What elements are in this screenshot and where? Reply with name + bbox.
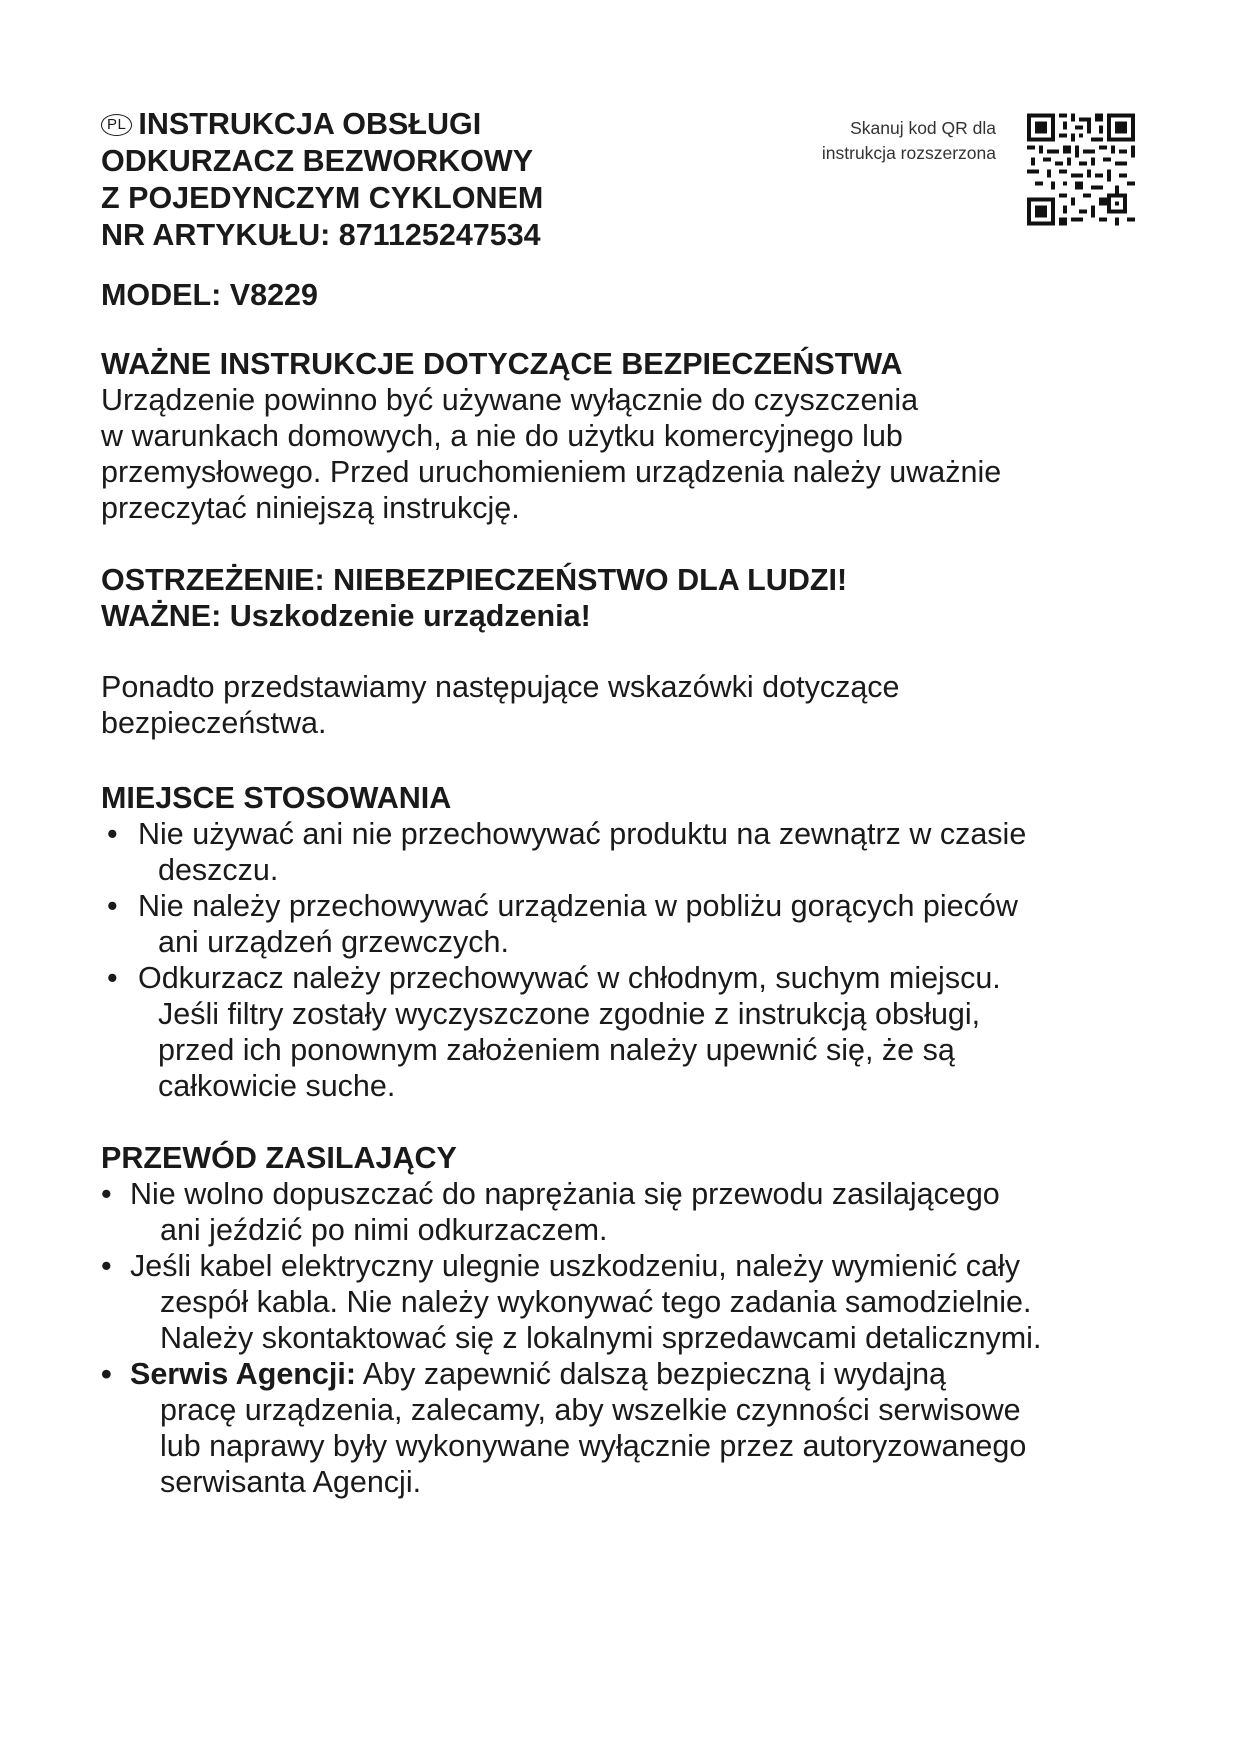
bullet-icon: • — [107, 817, 118, 851]
power-cord-section — [101, 1140, 1161, 1500]
bullet-icon: • — [101, 1177, 112, 1211]
language-badge: PL — [101, 114, 132, 136]
intro-section — [101, 669, 1161, 741]
bullet-icon: • — [101, 1249, 112, 1283]
warning-damage: WAŻNE: Uszkodzenie urządzenia! — [101, 599, 591, 633]
article-number: NR ARTYKUŁU: 871125247534 — [101, 218, 541, 252]
paragraph-line: bezpieczeństwa. — [101, 706, 327, 740]
paragraph-line: Urządzenie powinno być używane wyłącznie do czyszczenia — [101, 383, 919, 417]
list-item-service: • Serwis Agencji: Aby zapewnić dalszą bezpieczną i wydajną pracę urządzenia, zalecamy, aby wszelkie czynności serwisowe lub naprawy były wykonywane wyłącznie przez autoryzowanego serwisanta Agencji. — [101, 1357, 1027, 1499]
manual-title — [101, 106, 821, 254]
list-item: • Jeśli kabel elektryczny ulegnie uszkodzeniu, należy wymienić cały zespół kabla. Nie należy wykonywać tego zadania samodzielnie. Należy skontaktować się z lokalnymi sprzedawcami detalicznymi. — [101, 1249, 1042, 1355]
paragraph-line: przemysłowego. Przed uruchomieniem urządzenia należy uważnie — [101, 455, 1002, 489]
warning-danger: OSTRZEŻENIE: NIEBEZPIECZEŃSTWO DLA LUDZI! — [101, 563, 848, 597]
title-line: PL INSTRUKCJA OBSŁUGI — [101, 106, 821, 143]
list-item: • Nie należy przechowywać urządzenia w pobliżu gorących pieców ani urządzeń grzewczych. — [107, 889, 1018, 959]
bullet-icon: • — [107, 961, 118, 995]
bullet-icon: • — [107, 889, 118, 923]
model-number: MODEL: V8229 — [101, 278, 318, 312]
title-line: ODKURZACZ BEZWORKOWY — [101, 144, 534, 178]
service-label: Serwis Agencji: — [130, 1357, 356, 1391]
paragraph-line: w warunkach domowych, a nie do użytku komercyjnego lub — [101, 419, 903, 453]
usage-list — [101, 816, 1161, 1104]
list-item: • Odkurzacz należy przechowywać w chłodnym, suchym miejscu. Jeśli filtry zostały wyczyszczone zgodnie z instrukcją obsługi, przed ich ponownym założeniem należy upewnić się, że są całkowicie suche. — [107, 961, 1001, 1103]
safety-heading: WAŻNE INSTRUKCJE DOTYCZĄCE BEZPIECZEŃSTWA — [101, 347, 903, 381]
paragraph-line: przeczytać niniejszą instrukcję. — [101, 491, 520, 525]
qr-code-icon[interactable] — [1027, 113, 1135, 226]
usage-heading: MIEJSCE STOSOWANIA — [101, 781, 452, 815]
safety-section — [101, 346, 1161, 526]
paragraph-line: Ponadto przedstawiamy następujące wskazówki dotyczące — [101, 670, 900, 704]
warnings-section — [101, 562, 1161, 634]
title-line: Z POJEDYNCZYM CYKLONEM — [101, 181, 544, 215]
usage-section — [101, 780, 1161, 1104]
bullet-icon: • — [101, 1357, 112, 1391]
power-cord-list — [101, 1176, 1161, 1500]
list-item: • Nie wolno dopuszczać do naprężania się przewodu zasilającego ani jeździć po nimi odkurzaczem. — [101, 1177, 1000, 1247]
list-item: • Nie używać ani nie przechowywać produktu na zewnątrz w czasie deszczu. — [107, 817, 1027, 887]
power-cord-heading: PRZEWÓD ZASILAJĄCY — [101, 1141, 457, 1175]
qr-caption: Skanuj kod QR dla instrukcja rozszerzona — [821, 118, 996, 163]
